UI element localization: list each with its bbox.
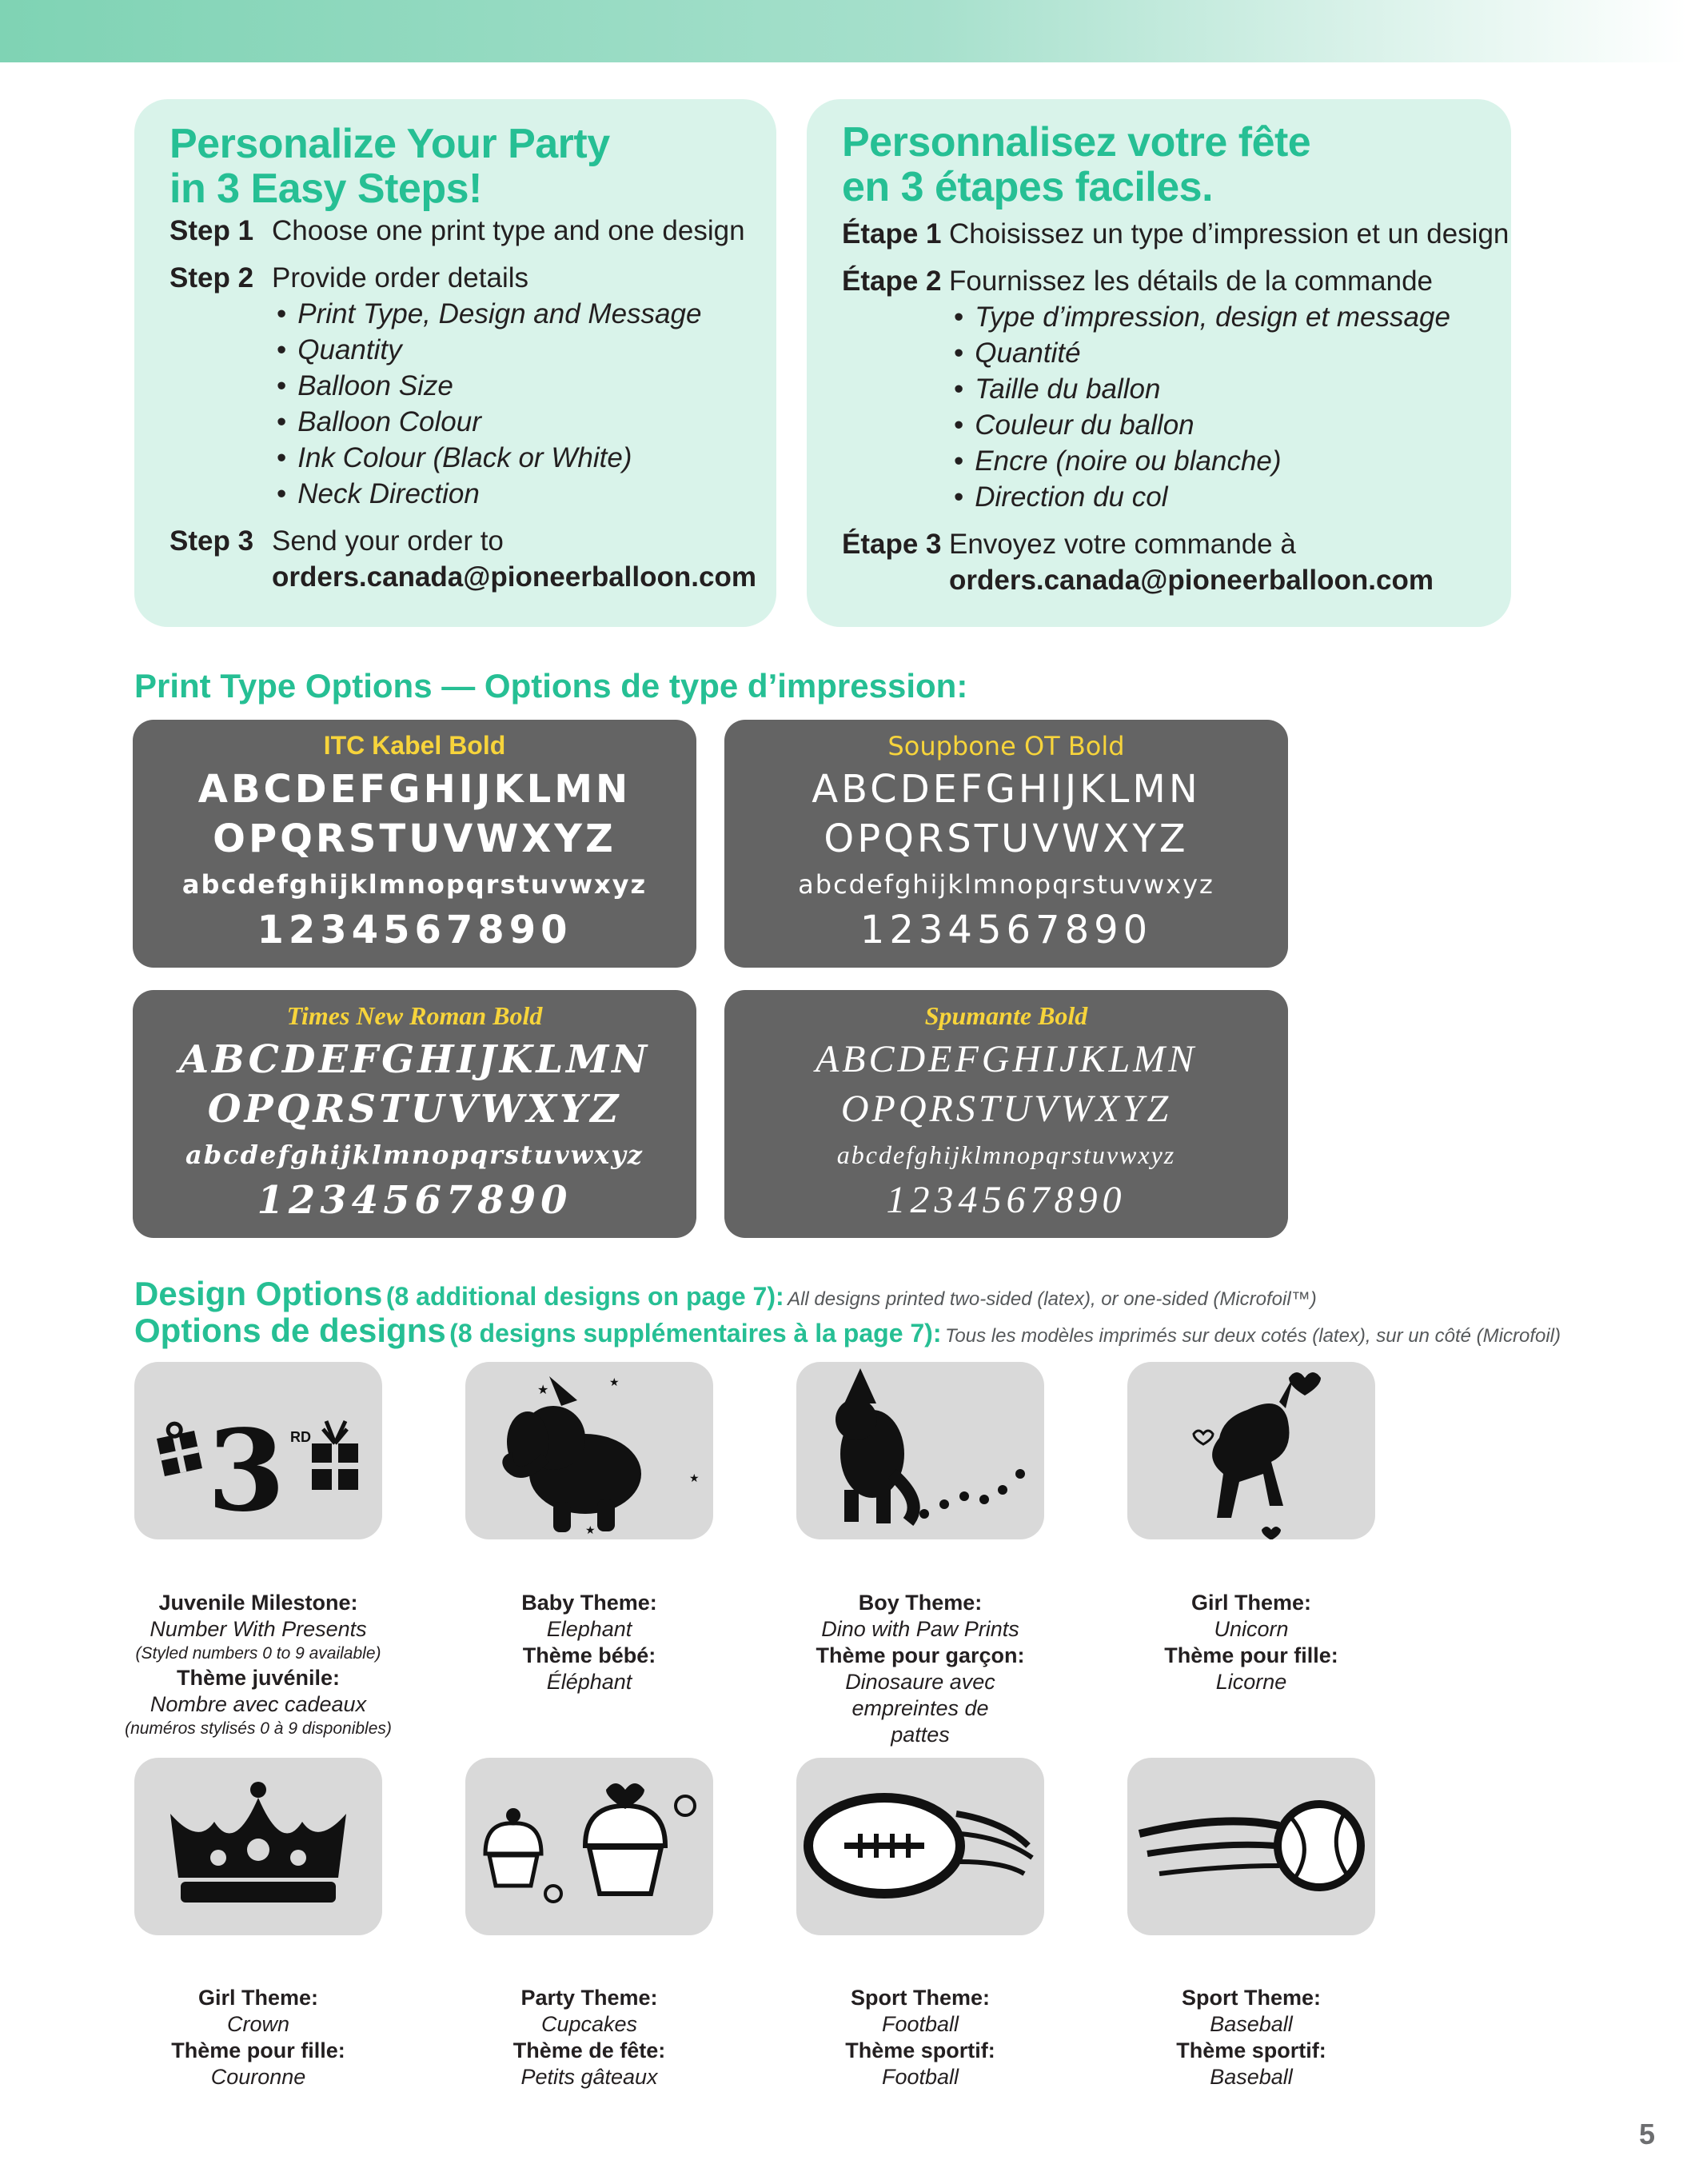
design-heading-title: Options de designs [134,1312,446,1349]
step-label: Step 1 [169,215,254,246]
design-tile-elephant[interactable] [465,1362,713,1539]
font-sample-uppercase-1: ABCDEFGHIJKLMN [197,767,632,812]
design-theme-fr: Thème pour fille: [1164,1643,1338,1667]
page-number: 5 [1638,2118,1655,2150]
design-theme-en: Girl Theme: [1190,1591,1312,1615]
step-1 [169,213,776,249]
list-item: • Direction du col [954,479,1450,515]
design-name-fr: Football [881,2065,959,2089]
design-tile-unicorn[interactable] [1127,1362,1375,1539]
design-heading-note: Tous les modèles imprimés sur deux cotés (latex), sur un côté (Microfoil) [944,1325,1561,1347]
design-name-en: Number With Presents [150,1617,367,1641]
step-text: Choose one print type and one design [272,215,745,246]
font-sample-lowercase: abcdefghijklmnopqrstuvwxyz [181,869,648,900]
step-2 [169,260,776,512]
steps-title-line2: en 3 étapes faciles. [842,164,1214,210]
font-sample-lowercase: abcdefghijklmnopqrstuvwxyz [836,1140,1176,1169]
step-text: Fournissez les détails de la commande [949,266,1434,297]
list-item: • Couleur du ballon [954,407,1450,443]
elephant-icon [465,1362,713,1539]
list-item: • Quantity [277,332,701,368]
design-name-fr: Éléphant [546,1670,632,1694]
order-details-list [954,299,1450,515]
design-caption-baseball [1099,1985,1403,2090]
font-sample-uppercase-1: ABCDEFGHIJKLMN [812,767,1201,812]
step-text: Provide order details [272,262,528,293]
steps-title-line1: Personnalisez votre fête [842,119,1311,166]
font-name: Spumante Bold [924,1001,1088,1030]
design-name-fr: Baseball [1210,2065,1293,2089]
design-name-en: Cupcakes [540,2012,638,2036]
design-heading-title: Design Options [134,1275,383,1312]
list-item: • Encre (noire ou blanche) [954,443,1450,479]
font-sample-lowercase: abcdefghijklmnopqrstuvwxyz [798,869,1214,900]
design-name-fr: Nombre avec cadeaux [150,1692,367,1716]
font-card-itc-kabel [133,720,696,968]
design-theme-en: Girl Theme: [197,1986,319,2010]
baseball-icon [1127,1758,1375,1935]
step-text: Choisissez un type d’impression et un design [949,218,1510,250]
design-theme-en: Boy Theme: [858,1591,983,1615]
font-sample-uppercase-2: OPQRSTUVWXYZ [840,1088,1172,1130]
steps-title-french [842,120,1511,210]
steps-title-english [169,122,776,211]
design-art-number: 3 [207,1406,285,1537]
step-label: Étape 3 [842,529,942,560]
design-art-ordinal: RD [290,1429,311,1445]
design-tile-crown[interactable] [134,1758,382,1935]
order-details-list [277,296,701,512]
football-icon [796,1758,1044,1935]
etape-3 [842,526,1511,598]
design-theme-fr: Thème sportif: [845,2038,995,2062]
list-item: • Balloon Size [277,368,701,404]
design-heading-sub: (8 designs supplémentaires à la page 7): [449,1319,942,1348]
design-name-fr: Dinosaure avec empreintes de pattes [845,1670,995,1747]
design-name-en: Unicorn [1214,1617,1289,1641]
font-sample-uppercase-2: OPQRSTUVWXYZ [824,817,1189,861]
unicorn-icon [1127,1362,1375,1539]
step-label: Étape 2 [842,266,942,297]
step-text: Envoyez votre commande à [949,529,1296,560]
list-item: • Balloon Colour [277,404,701,440]
design-caption-unicorn [1099,1590,1403,1695]
steps-panel-french [807,99,1511,627]
design-theme-en: Sport Theme: [1181,1986,1321,2010]
order-email-link[interactable]: orders.canada@pioneerballoon.com [949,565,1434,596]
list-item: • Neck Direction [277,476,701,512]
step-label: Step 3 [169,525,254,557]
font-name: Soupbone OT Bold [887,731,1125,761]
step-text: Send your order to [272,525,504,557]
design-theme-en: Juvenile Milestone: [158,1591,358,1615]
font-sample-digits: 1234567890 [257,1178,572,1223]
design-caption-crown [106,1985,410,2090]
design-theme-en: Baby Theme: [521,1591,657,1615]
list-item: • Type d’impression, design et message [954,299,1450,335]
font-sample-lowercase: abcdefghijklmnopqrstuvwxyz [185,1140,644,1170]
design-tile-baseball[interactable] [1127,1758,1375,1935]
design-options-heading-en [134,1275,1317,1313]
font-sample-uppercase-2: OPQRSTUVWXYZ [207,1087,622,1132]
print-type-heading: Print Type Options — Options de type d’impression: [134,667,968,705]
font-card-times-new-roman [133,990,696,1238]
font-card-soupbone [724,720,1288,968]
design-theme-fr: Thème bébé: [522,1643,656,1667]
svg-text:★: ★ [689,1471,700,1484]
design-name-en: Elephant [546,1617,632,1641]
design-theme-fr: Thème pour fille: [171,2038,345,2062]
design-tile-cupcakes[interactable] [465,1758,713,1935]
design-caption-football [768,1985,1072,2090]
svg-text:★: ★ [609,1375,620,1388]
font-card-spumante [724,990,1288,1238]
steps-panel-english [134,99,776,627]
etape-1 [842,216,1511,252]
step-label: Étape 1 [842,218,942,250]
cupcakes-icon [465,1758,713,1935]
svg-text:★: ★ [585,1523,596,1536]
design-tile-number-presents[interactable] [134,1362,382,1539]
font-sample-digits: 1234567890 [886,1179,1127,1221]
steps-title-line1: Personalize Your Party [169,121,610,167]
design-name-en: Dino with Paw Prints [821,1617,1019,1641]
dino-paw-prints-icon [796,1362,1044,1539]
steps-title-line2: in 3 Easy Steps! [169,166,482,212]
design-name-fr: Petits gâteaux [520,2065,658,2089]
design-theme-fr: Thème sportif: [1176,2038,1326,2062]
svg-text:★: ★ [537,1383,549,1397]
design-tile-football[interactable] [796,1758,1044,1935]
font-sample-digits: 1234567890 [257,908,572,952]
design-theme-fr: Thème juvénile: [176,1666,341,1690]
font-name: Times New Roman Bold [286,1001,543,1030]
top-gradient-bar [0,0,1687,62]
design-name-fr: Licorne [1215,1670,1287,1694]
step-label: Step 2 [169,262,254,293]
font-name: ITC Kabel Bold [323,731,506,760]
design-name-en: Baseball [1210,2012,1293,2036]
design-caption-cupcakes [437,1985,741,2090]
design-caption-dino [768,1590,1072,1748]
crown-icon [134,1758,382,1935]
design-name-en: Football [881,2012,959,2036]
step-3 [169,523,776,595]
etape-2 [842,263,1511,515]
design-name-en: Crown [226,2012,290,2036]
font-sample-uppercase-1: ABCDEFGHIJKLMN [815,1038,1198,1080]
design-tile-dino[interactable] [796,1362,1044,1539]
design-heading-note: All designs printed two-sided (latex), or one-sided (Microfoil™) [788,1288,1317,1310]
font-sample-digits: 1234567890 [859,908,1153,952]
design-caption-elephant [437,1590,741,1695]
design-theme-fr: Thème pour garçon: [816,1643,1025,1667]
design-caption-number-presents [106,1590,410,1740]
design-note-fr: (numéros stylisés 0 à 9 disponibles) [125,1719,392,1738]
design-note-en: (Styled numbers 0 to 9 available) [135,1644,381,1663]
design-theme-fr: Thème de fête: [512,2038,666,2062]
font-sample-uppercase-1: ABCDEFGHIJKLMN [178,1037,651,1082]
list-item: • Print Type, Design and Message [277,296,701,332]
list-item: • Taille du ballon [954,371,1450,407]
number-with-presents-icon [134,1362,382,1539]
list-item: • Quantité [954,335,1450,371]
order-email-link[interactable]: orders.canada@pioneerballoon.com [272,561,756,593]
design-heading-sub: (8 additional designs on page 7): [385,1282,784,1311]
design-theme-en: Sport Theme: [850,1986,990,2010]
design-name-fr: Couronne [210,2065,306,2089]
list-item: • Ink Colour (Black or White) [277,440,701,476]
design-theme-en: Party Theme: [520,1986,658,2010]
design-options-heading-fr [134,1312,1561,1350]
font-sample-uppercase-2: OPQRSTUVWXYZ [213,817,616,861]
